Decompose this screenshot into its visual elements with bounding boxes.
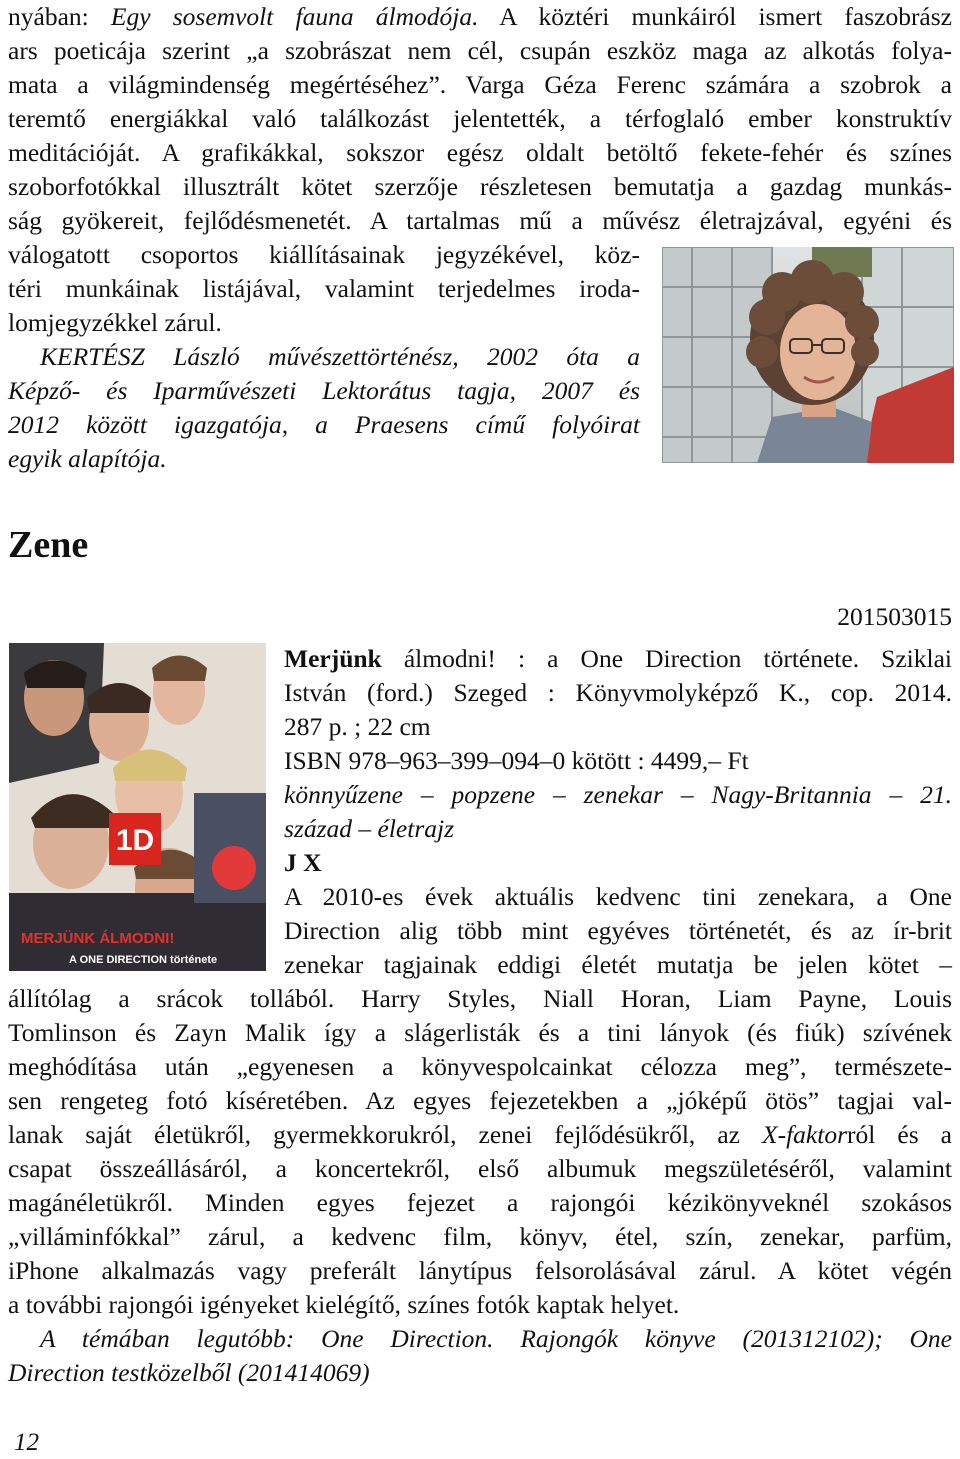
text-line: ság gyökereit, fejlődésmenetét. A tartalmas mű a művész életrajzával, egyéni és (8, 206, 952, 235)
text-line: A témában legutóbb: One Direction. Rajongók könyve (201312102); One (40, 1324, 952, 1353)
entry-subjects-line: század – életrajz (284, 814, 455, 843)
entry-extent-line: 287 p. ; 22 cm (284, 712, 431, 741)
text-line: a további rajongói igényeket kielégítő, színes fotók kaptak helyet. (8, 1290, 680, 1319)
cover-title: MERJÜNK ÁLMODNI! (21, 930, 175, 947)
text-line: téri munkáinak listájával, valamint terjedelmes iroda- (8, 274, 640, 303)
text-line: válogatott csoportos kiállításainak jegyzékével, köz- (8, 240, 640, 269)
catalog-number: 201503015 (837, 602, 952, 631)
page-number: 12 (14, 1429, 39, 1456)
cover-subtitle: A ONE DIRECTION története (69, 954, 218, 966)
entry-title-rest: álmodni! : a One Direction története. Sziklai (381, 644, 952, 673)
description-paragraph (8, 982, 952, 1322)
entry-title-line (284, 642, 952, 676)
text-line: lomjegyzékkel zárul. (8, 308, 222, 337)
text-line: sen rengeteg fotó kíséretében. Az egyes fejezetekben a „jóképű ötös” tagjai val- (8, 1086, 952, 1115)
text-fragment: A köztéri munkáiról ismert faszobrász (478, 2, 952, 31)
text-line: KERTÉSZ László művészettörténész, 2002 óta a (40, 342, 640, 371)
entry-isbn-line: ISBN 978–963–399–094–0 kötött : 4499,– Ft (284, 746, 749, 775)
related-titles (8, 1322, 952, 1390)
text-fragment: lanak saját életükről, gyermekkorukról, zenei fejlődésükről, az (8, 1120, 763, 1149)
text-line (8, 1118, 952, 1152)
text-fragment: nyában: (8, 2, 111, 31)
entry-subjects-line: könnyűzene – popzene – zenekar – Nagy-Britannia – 21. (284, 780, 952, 809)
section-heading: Zene (8, 524, 89, 566)
entry-description-line: Direction alig több mint egyéves történetét, és az ír-brit (284, 916, 952, 945)
bibliographic-entry (284, 642, 952, 982)
book-cover-image (9, 643, 266, 971)
reviewer-photo (662, 247, 954, 463)
entry-publisher-line: István (ford.) Szeged : Könyvmolyképző K., cop. 2014. (284, 678, 952, 707)
intro-paragraph (8, 0, 952, 238)
text-line: Tomlinson és Zayn Malik így a slágerlisták és a tini lányok (és fiúk) szívének (8, 1018, 952, 1047)
text-line: magánéletükről. Minden egyes fejezet a rajongói kézikönyveknél szokásos (8, 1188, 952, 1217)
text-line: 2012 között igazgatója, a Praesens című folyóirat (8, 410, 640, 439)
book-cover (9, 643, 266, 971)
text-line: egyik alapítója. (8, 444, 167, 473)
entry-description-line: A 2010-es évek aktuális kedvenc tini zenekara, a One (284, 882, 952, 911)
text-line: meghódítása után „egyenesen a könyvespolcainkat célozza meg”, természete- (8, 1052, 952, 1081)
show-title-italic: X-faktor (762, 1120, 848, 1149)
text-line: állítólag a srácok tollából. Harry Styles, Niall Horan, Liam Payne, Louis (8, 984, 952, 1013)
text-line (8, 0, 952, 34)
entry-description-line: zenekar tagjainak eddigi életét mutatja be jelen kötet – (284, 950, 952, 979)
text-fragment: ról és a (847, 1120, 952, 1149)
reviewer-note (8, 340, 640, 476)
intro-paragraph-continued (8, 238, 640, 340)
cover-badge-text: 1D (115, 824, 155, 857)
text-line: szoborfotókkal illusztrált kötet szerzője részletesen bemutatja a gazdag munkás- (8, 172, 952, 201)
text-line: meditációját. A grafikákkal, sokszor egész oldalt betöltő fekete-fehér és színes (8, 138, 952, 167)
text-line: iPhone alkalmazás vagy preferált lánytípus felsorolásával zárul. A kötet végén (8, 1256, 952, 1285)
book-title-italic: Egy sosemvolt fauna álmodója. (110, 2, 479, 31)
text-line: Képző- és Iparművészeti Lektorátus tagja, 2007 és (8, 376, 640, 405)
entry-classification: J X (284, 848, 322, 877)
text-line: ars poeticája szerint „a szobrászat nem cél, csupán eszköz maga az alkotás folya- (8, 36, 952, 65)
text-line: mata a világmindenség megértéséhez”. Varga Géza Ferenc számára a szobrok a (8, 70, 952, 99)
reviewer-portrait-image (662, 247, 954, 463)
text-line: „villáminfókkal” zárul, a kedvenc film, könyv, étel, szín, zenekar, parfüm, (8, 1222, 952, 1251)
text-line: Direction testközelből (201414069) (8, 1358, 370, 1387)
entry-title-keyword: Merjünk (284, 644, 382, 673)
text-line: csapat összeállásáról, a koncertekről, első albumuk megszületéséről, valamint (8, 1154, 952, 1183)
text-line: teremtő energiákkal való találkozást jelentették, a térfoglaló ember konstruktív (8, 104, 952, 133)
